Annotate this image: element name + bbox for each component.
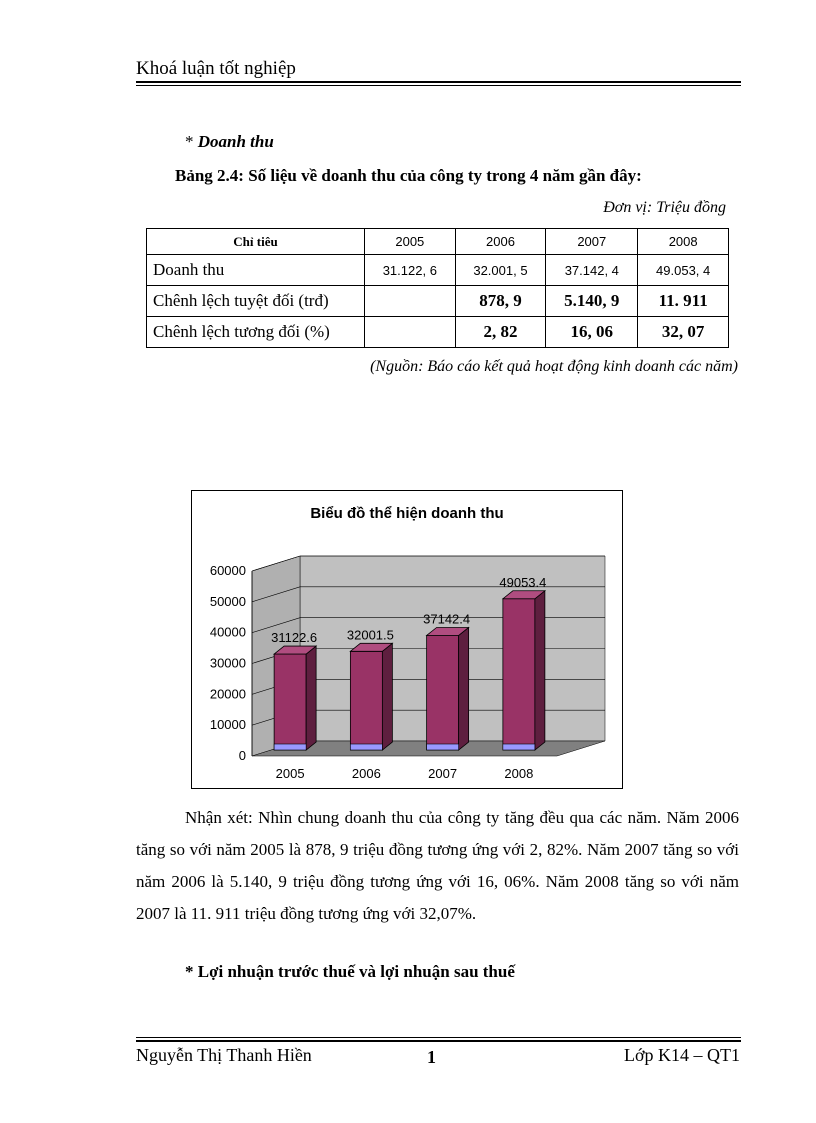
bar-front — [503, 599, 535, 750]
bar-side — [382, 643, 392, 750]
chart-title: Biểu đồ thể hiện doanh thu — [310, 505, 504, 522]
table-header-cell: 2008 — [638, 229, 729, 255]
bar-side — [306, 646, 316, 750]
data-label: 37142.4 — [423, 611, 471, 627]
section-heading-text: Doanh thu — [197, 132, 274, 151]
table-caption: Bảng 2.4: Số liệu về doanh thu của công ty trong 4 năm gần đây: — [175, 166, 642, 185]
bar-side — [535, 591, 545, 750]
page-number: 1 — [427, 1047, 436, 1067]
table-row-label: Chênh lệch tuyệt đối (trđ) — [147, 286, 365, 317]
bar-base — [350, 744, 382, 750]
table-cell: 2, 82 — [455, 317, 546, 348]
footer-author: Nguyễn Thị Thanh Hiền — [136, 1045, 312, 1065]
data-label: 31122.6 — [271, 630, 318, 646]
data-label: 49053.4 — [499, 574, 547, 590]
footer-rule — [136, 1040, 741, 1042]
chart-canvas — [192, 491, 622, 788]
table-cell — [365, 286, 456, 317]
table-cell: 37.142, 4 — [546, 255, 638, 286]
analysis-paragraph: Nhận xét: Nhìn chung doanh thu của công ty tăng đều qua các năm. Năm 2006 tăng so với năm 2005 là 878, 9 triệu đồng tương ứng với 2, 82%. Năm 2007 tăng so với năm 2006 là 5.140, 9 triệu đồng tương ứng với 16, 06%. Năm 2008 tăng so với năm 2007 là 11. 911 triệu đồng tương ứng với 32,07%. — [136, 808, 739, 923]
bar-front — [274, 654, 306, 750]
table-cell: 878, 9 — [455, 286, 546, 317]
x-tick-label: 2008 — [504, 766, 534, 781]
bar-side — [459, 627, 469, 750]
table-header-row — [147, 229, 729, 255]
footer-class: Lớp K14 – QT1 — [623, 1045, 740, 1065]
header-rule — [136, 81, 741, 83]
table-cell: 31.122, 6 — [365, 255, 456, 286]
table-row-label: Doanh thu — [147, 255, 365, 286]
section-heading — [185, 132, 274, 152]
table-header-cell: 2005 — [365, 229, 456, 255]
table-header-cell: Chỉ tiêu — [147, 229, 365, 255]
y-tick-label: 50000 — [209, 593, 246, 609]
bar-front — [427, 635, 459, 750]
next-section-heading: * Lợi nhuận trước thuế và lợi nhuận sau thuế — [185, 962, 515, 981]
table-source-note: (Nguồn: Báo cáo kết quả hoạt động kinh doanh các năm) — [370, 358, 738, 375]
table-cell: 11. 911 — [638, 286, 729, 317]
y-tick-label: 0 — [238, 748, 246, 763]
y-tick-label: 10000 — [209, 717, 246, 733]
y-tick-label: 40000 — [209, 624, 246, 640]
table-row — [147, 317, 729, 348]
table-row — [147, 255, 729, 286]
data-label: 32001.5 — [346, 627, 394, 643]
table-row-label: Chênh lệch tương đối (%) — [147, 317, 365, 348]
bar-front — [350, 651, 382, 750]
y-tick-label: 30000 — [209, 655, 246, 671]
bar-base — [274, 744, 306, 750]
table-header-cell: 2006 — [455, 229, 546, 255]
section-bullet: * — [185, 132, 198, 151]
table-cell: 49.053, 4 — [638, 255, 729, 286]
table-cell — [365, 317, 456, 348]
revenue-chart — [191, 490, 623, 789]
bar-base — [427, 744, 459, 750]
header-rule-thin — [136, 85, 741, 86]
y-tick-label: 20000 — [209, 686, 246, 702]
x-tick-label: 2007 — [428, 766, 458, 781]
chart-axes — [210, 563, 252, 763]
y-tick-label: 60000 — [209, 563, 246, 578]
bar-base — [503, 744, 535, 750]
footer-rule-thin — [136, 1037, 741, 1038]
table-cell: 16, 06 — [546, 317, 638, 348]
x-tick-label: 2006 — [351, 766, 381, 781]
table-cell: 5.140, 9 — [546, 286, 638, 317]
table-header-cell: 2007 — [546, 229, 638, 255]
table-cell: 32, 07 — [638, 317, 729, 348]
revenue-table — [146, 228, 729, 348]
page-header-title: Khoá luận tốt nghiệp — [136, 58, 296, 79]
table-cell: 32.001, 5 — [455, 255, 546, 286]
x-tick-label: 2005 — [275, 766, 305, 781]
table-row — [147, 286, 729, 317]
unit-label: Đơn vị: Triệu đồng — [603, 199, 726, 216]
